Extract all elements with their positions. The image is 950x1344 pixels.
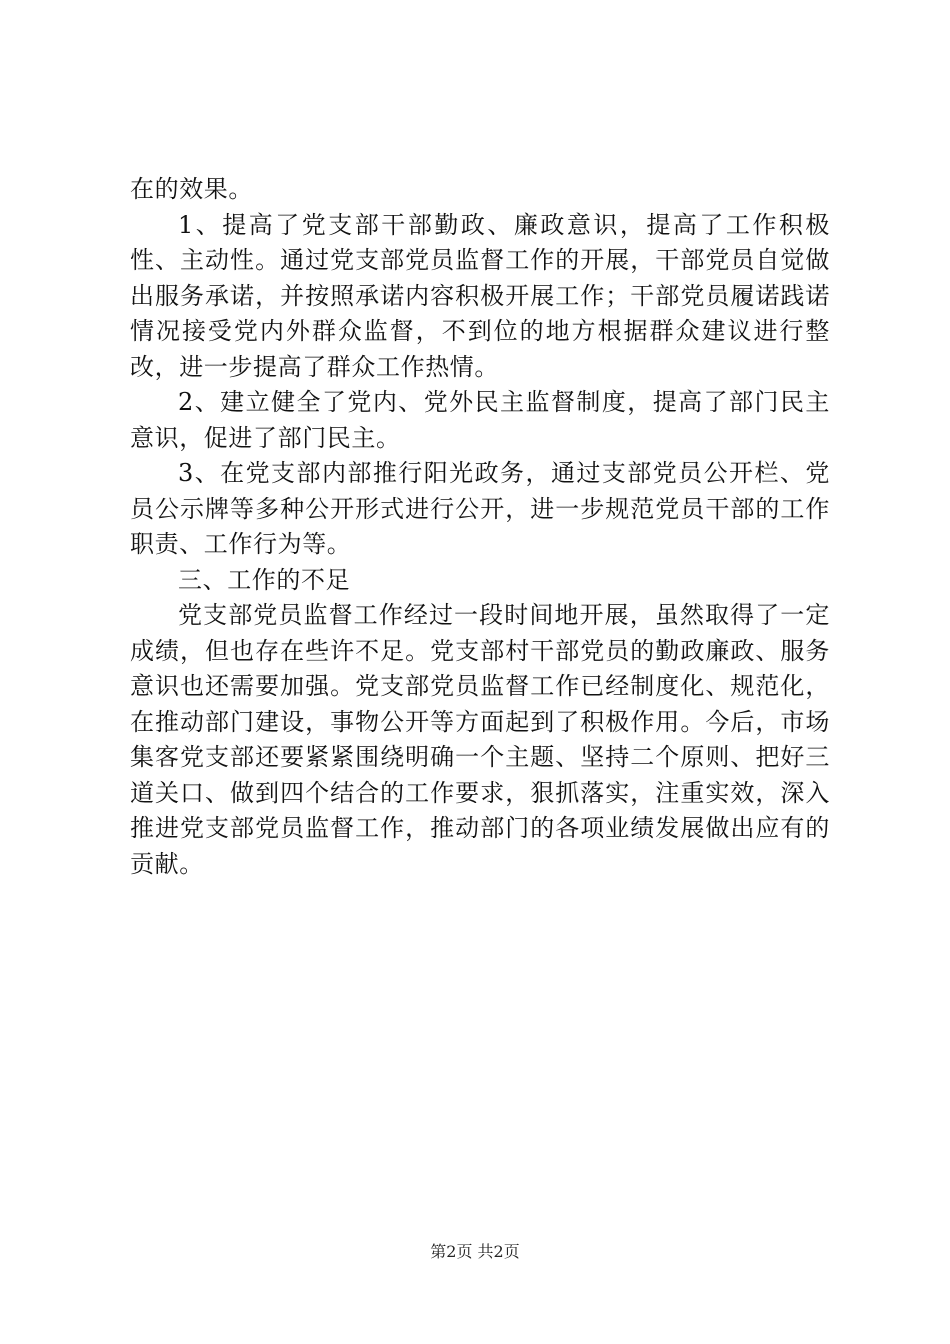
paragraph-point-3: 3、在党支部内部推行阳光政务，通过支部党员公开栏、党员公示牌等多种公开形式进行公开，进一步规范党员干部的工作职责、工作行为等。 (130, 459, 830, 558)
document-body (130, 172, 830, 882)
page-footer: 第2页 共2页 (430, 1242, 520, 1261)
paragraph-point-1: 1、提高了党支部干部勤政、廉政意识，提高了工作积极性、主动性。通过党支部党员监督工作的开展，干部党员自觉做出服务承诺，并按照承诺内容积极开展工作；干部党员履诺践诺情况接受党内外群众监督，不到位的地方根据群众建议进行整改，进一步提高了群众工作热情。 (130, 210, 830, 381)
section-heading: 三、工作的不足 (178, 565, 351, 594)
paragraph-continuation: 在的效果。 (130, 175, 253, 203)
paragraph-point-2: 2、建立健全了党内、党外民主监督制度，提高了部门民主意识，促进了部门民主。 (130, 388, 830, 452)
paragraph-shortcomings: 党支部党员监督工作经过一段时间地开展，虽然取得了一定成绩，但也存在些许不足。党支部村干部党员的勤政廉政、服务意识也还需要加强。党支部党员监督工作已经制度化、规范化，在推动部门建设，事物公开等方面起到了积极作用。今后，市场集客党支部还要紧紧围绕明确一个主题、坚持二个原则、把好三道关口、做到四个结合的工作要求，狠抓落实，注重实效，深入推进党支部党员监督工作，推动部门的各项业绩发展做出应有的贡献。 (130, 601, 830, 878)
